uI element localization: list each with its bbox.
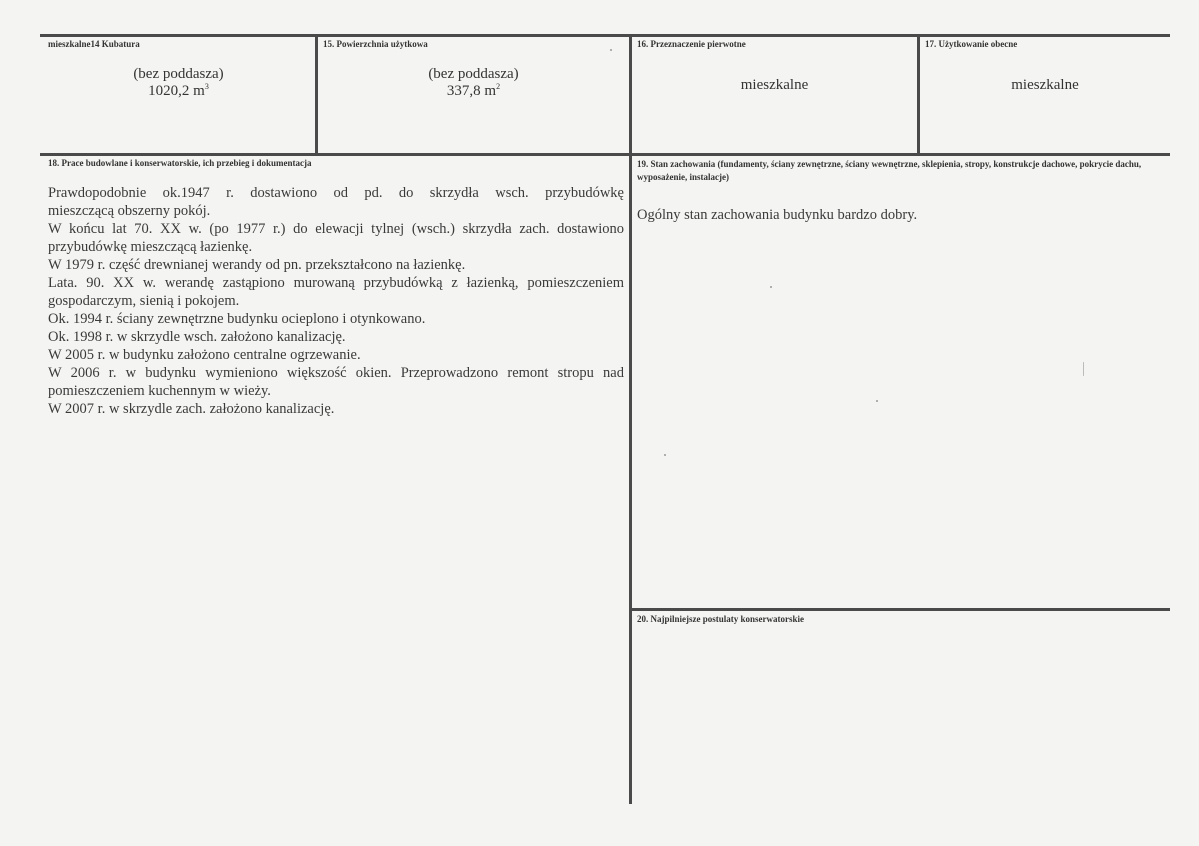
section18-line: Ok. 1994 r. ściany zewnętrzne budynku ocieplono i otynkowano. [48,311,426,327]
cubature-value [42,66,315,100]
scan-speck [664,454,666,456]
top-rule [40,34,1170,37]
usable-area-header: 15. Powierzchnia użytkowa [323,39,428,49]
original-purpose-header: 16. Przeznaczenie pierwotne [637,39,746,49]
section18-line: W końcu lat 70. XX w. (po 1977 r.) do elewacji tylnej (wsch.) skrzydła zach. dostawiono [48,221,624,237]
usable-area-amount: 337,8 $m^2$ [446,82,501,99]
main-column-divider [629,34,632,804]
scan-speck [610,49,612,51]
section18-line: W 2005 r. w budynku założono centralne ogrzewanie. [48,347,361,363]
section19-header: 19. Stan zachowania (fundamenty, ściany zewnętrzne, ściany wewnętrzne, sklepienia, stropy, konstrukcje dachowe, pokrycie dachu, wyposażenie, instalacje) [637,159,1142,182]
section18-line: gospodarczym, sienią i pokojem. [48,293,240,309]
section18-line: Lata. 90. XX w. werandę zastąpiono murowaną przybudówką z łazienką, pomieszczeniem [48,275,624,291]
current-use-header: 17. Użytkowanie obecne [925,39,1018,49]
section18-line: W 2006 r. w budynku wymieniono większość okien. Przeprowadzono remont stropu nad [48,365,624,381]
original-purpose-value: mieszkalne [740,77,809,93]
section18-line: mieszczącą obszerny pokój. [48,203,211,219]
square-superscript: 2 [496,82,501,91]
section18-line: W 1979 r. część drewnianej werandy od pn. przekształcono na łazienkę. [48,257,466,273]
scan-speck [770,286,772,288]
row1-bottom-rule [40,153,1170,156]
section18-text [48,184,624,418]
cubic-superscript: 3 [204,82,209,91]
section18-line: W 2007 r. w skrzydle zach. założono kanalizację. [48,401,335,417]
cubature-amount: 1020,2 $m^3$ [148,82,209,99]
cubature-header: mieszkalne14 Kubatura [48,39,140,49]
section19-text: Ogólny stan zachowania budynku bardzo dobry. [637,207,918,223]
usable-area-note: (bez poddasza) [428,66,519,82]
scan-speck [876,400,878,402]
section20-top-rule [631,608,1170,611]
row1-divider-3 [917,34,920,156]
section20-header: 20. Najpilniejsze postulaty konserwatorskie [637,614,804,624]
section18-line: pomieszczeniem kuchennym w wieży. [48,383,271,399]
section18-header: 18. Prace budowlane i konserwatorskie, ich przebieg i dokumentacja [48,158,312,168]
current-use-value: mieszkalne [1011,77,1079,93]
section18-line: przybudówkę mieszczącą łazienkę. [48,239,253,255]
section18-line: Ok. 1998 r. w skrzydle wsch. założono kanalizację. [48,329,346,345]
scan-speck [1083,362,1084,376]
usable-area-value [318,66,629,100]
section18-line: Prawdopodobnie ok.1947 r. dostawiono od pd. do skrzydła wsch. przybudówkę [48,185,624,201]
cubature-note: (bez poddasza) [133,66,224,82]
